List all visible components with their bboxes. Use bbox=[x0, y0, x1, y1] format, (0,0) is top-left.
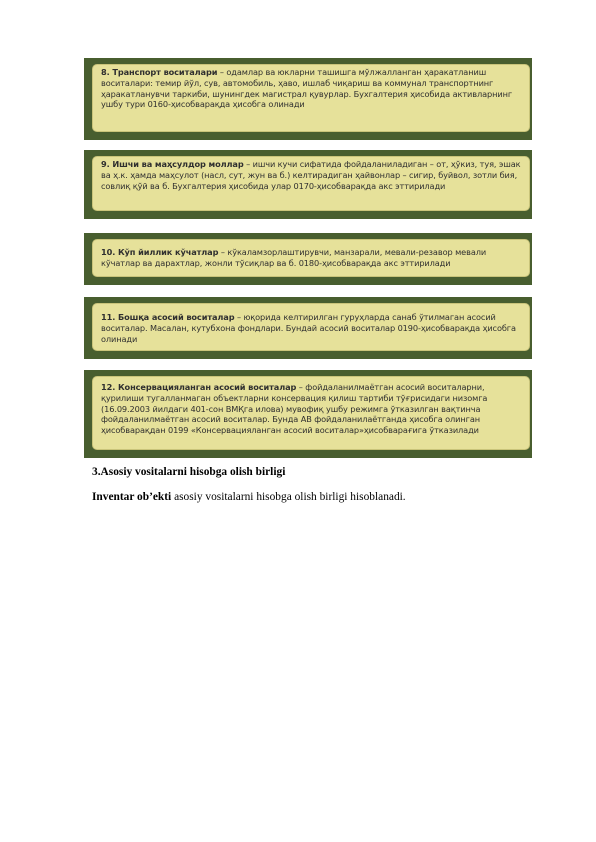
paragraph-text: asosiy vositalarni hisobga olish birligi hisoblanadi. bbox=[171, 491, 406, 503]
info-card-8 bbox=[84, 58, 532, 140]
card-text: – юқорида келтирилган гуруҳларда санаб ўтилмаган асосий воситалар. Масалан, кутубхона фондлари. Бундай асосий воситалар 0190-ҳисобварақда ҳисобга олинади bbox=[101, 312, 516, 344]
body-paragraph bbox=[92, 491, 406, 503]
info-card-9 bbox=[84, 150, 532, 219]
card-body bbox=[92, 376, 530, 450]
card-body bbox=[92, 64, 530, 132]
card-title: 9. Ишчи ва маҳсулдор моллар bbox=[101, 159, 244, 169]
info-card-12 bbox=[84, 370, 532, 458]
term-bold: Inventar ob’ekti bbox=[92, 491, 172, 503]
card-body bbox=[92, 156, 530, 211]
card-text: – одамлар ва юкларни ташишга мўлжалланган ҳаракатланиш воситалари: темир йўл, сув, автомобиль, ҳаво, ишлаб чиқариш ва коммунал транспортнинг ҳаракатланувчи таркиби, шунингдек магистрал қувурлар. Бухгалтерия ҳисобида активларнинг ушбу тури 0160-ҳисобварақда ҳисобга олинади bbox=[101, 67, 513, 110]
card-title: 12. Консервацияланган асосий воситалар bbox=[101, 382, 297, 392]
card-text: – кўкаламзорлаштирувчи, манзарали, мевали-резавор мевали кўчатлар ва дарахтлар, жонли тўсиқлар ва б. 0180-ҳисобварақда акс эттирилади bbox=[101, 247, 487, 268]
info-card-10 bbox=[84, 233, 532, 285]
info-card-11 bbox=[84, 297, 532, 359]
card-title: 11. Бошқа асосий воситалар bbox=[101, 312, 235, 322]
card-body bbox=[92, 239, 530, 277]
card-title: 8. Транспорт воситалари bbox=[101, 67, 218, 77]
section-heading: 3.Asosiy vositalarni hisobga olish birligi bbox=[92, 466, 286, 478]
card-text: – ишчи кучи сифатида фойдаланиладиган – от, ҳўкиз, туя, эшак ва ҳ.к. ҳамда маҳсулот (насл, сут, жун ва б.) келтирадиган ҳайвонлар – сигир, буйвол, зотли бия, совлиқ қўй ва б. Бухгалтерия ҳисобида улар 0170-ҳисобварақда акс эттирилади bbox=[101, 159, 521, 191]
card-body bbox=[92, 303, 530, 351]
card-title: 10. Кўп йиллик кўчатлар bbox=[101, 247, 219, 257]
card-text: – фойдаланилмаётган асосий воситаларни, қурилиши тугалланмаган объектларни консервация қилиш тартиби тўғрисидаги низомга (16.09.2003 йилдаги 401-сон ВМҚга илова) мувофиқ ушбу режимга ўтказилган вақтинча фойдаланилмаётган асосий воситалар. Бунда АВ фойдаланилаётганда ҳисобга олинган ҳисобварақдан 0199 «Консервацияланган асосий воситалар»ҳисобварағига ўтказилади bbox=[101, 382, 488, 436]
